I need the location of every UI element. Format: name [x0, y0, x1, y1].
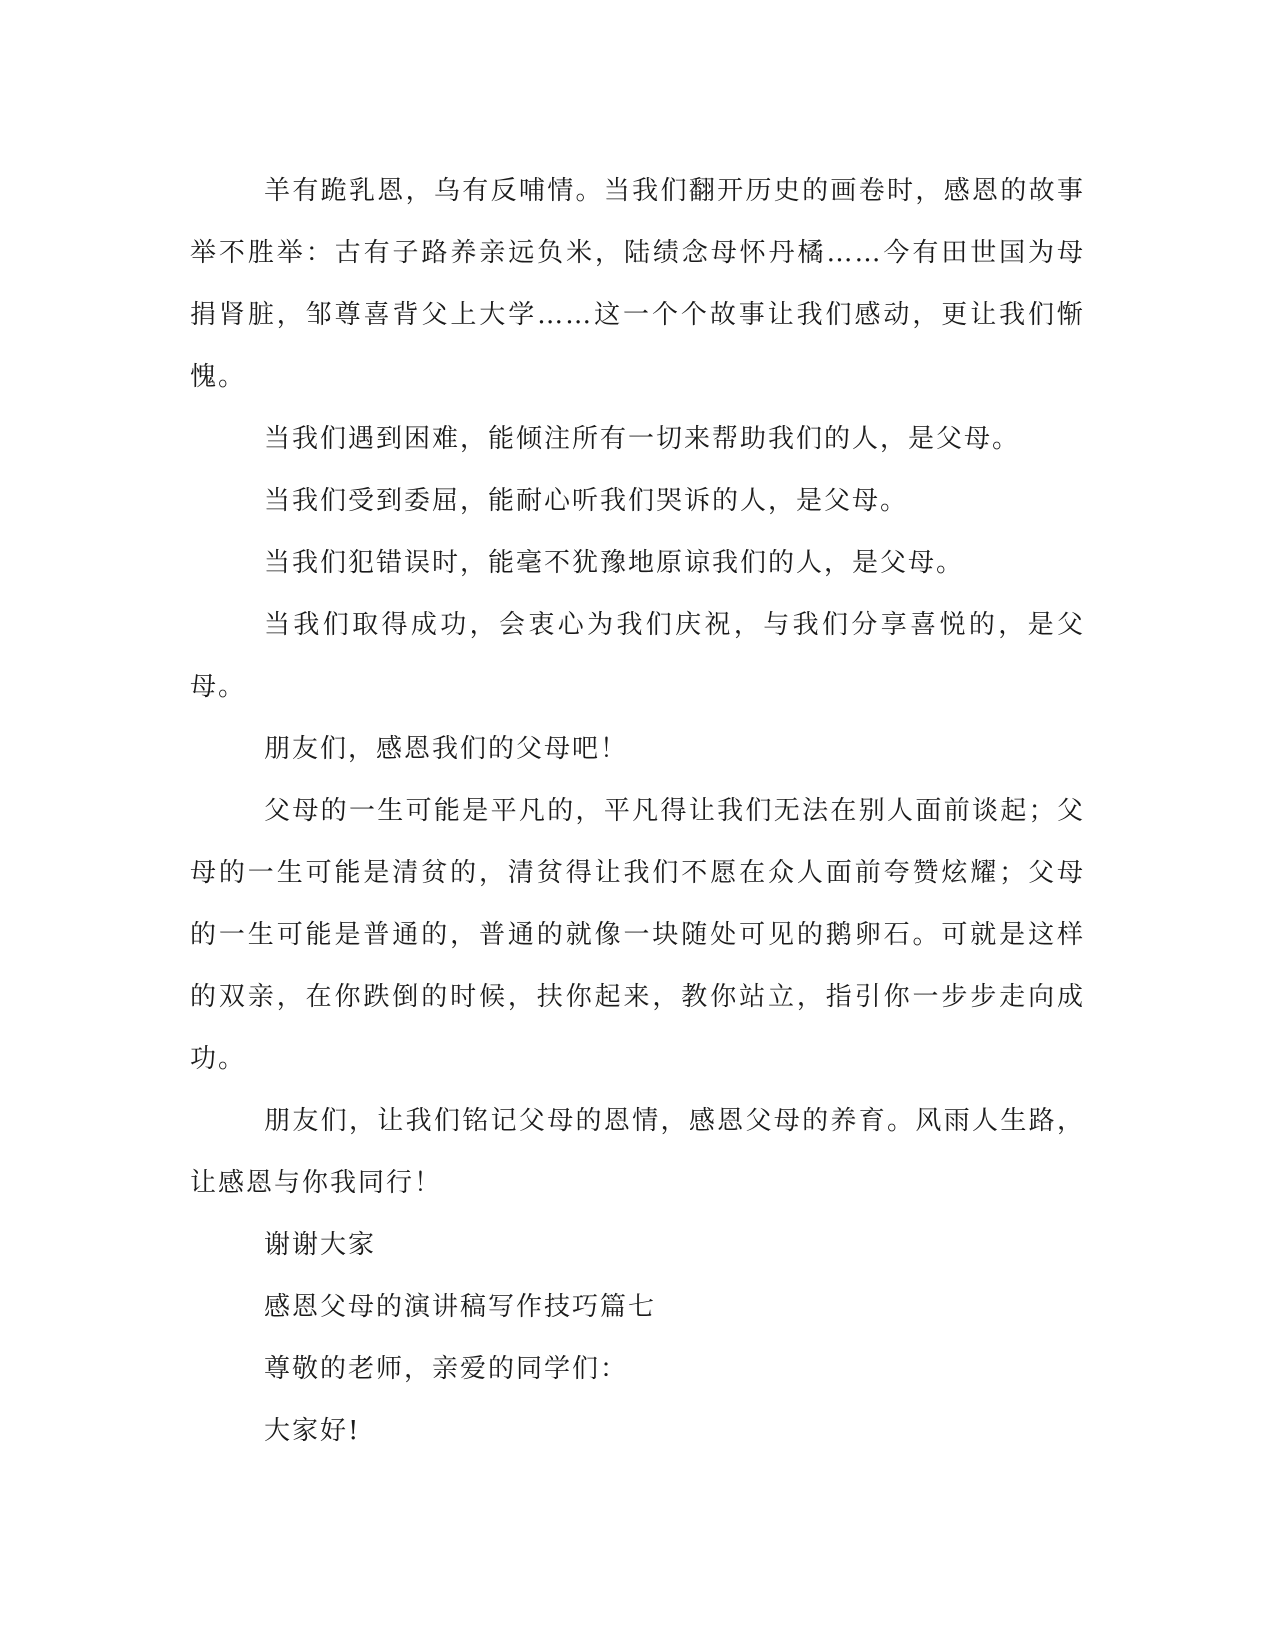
paragraph-grievance: 当我们受到委屈，能耐心听我们哭诉的人，是父母。 [264, 486, 909, 516]
paragraph-remember: 朋友们，让我们铭记父母的恩情，感恩父母的养育。风雨人生路，让感恩与你我同行！ [190, 1106, 1085, 1198]
paragraph-success: 当我们取得成功，会衷心为我们庆祝，与我们分享喜悦的，是父母。 [190, 610, 1085, 702]
paragraph-friends-appeal: 朋友们，感恩我们的父母吧！ [264, 734, 629, 764]
paragraph-parents-life: 父母的一生可能是平凡的，平凡得让我们无法在别人面前谈起；父母的一生可能是清贫的，清贫得让我们不愿在众人面前夸赞炫耀；父母的一生可能是普通的，普通的就像一块随处可见的鹅卵石。可就是这样的双亲，在你跌倒的时候，扶你起来，教你站立，指引你一步步走向成功。 [190, 796, 1085, 1074]
paragraph-thanks: 谢谢大家 [264, 1230, 377, 1260]
section-heading: 感恩父母的演讲稿写作技巧篇七 [264, 1292, 657, 1322]
paragraph-salutation: 尊敬的老师，亲爱的同学们： [264, 1354, 629, 1384]
paragraph-difficulty: 当我们遇到困难，能倾注所有一切来帮助我们的人，是父母。 [264, 424, 1021, 454]
document-body [190, 160, 1085, 1462]
paragraph-gratitude-stories: 羊有跪乳恩，乌有反哺情。当我们翻开历史的画卷时，感恩的故事举不胜举：古有子路养亲远负米，陆绩念母怀丹橘……今有田世国为母捐肾脏，邹尊喜背父上大学……这一个个故事让我们感动，更让我们惭愧。 [190, 176, 1085, 392]
paragraph-mistake: 当我们犯错误时，能毫不犹豫地原谅我们的人，是父母。 [264, 548, 965, 578]
paragraph-greeting: 大家好! [264, 1416, 361, 1446]
